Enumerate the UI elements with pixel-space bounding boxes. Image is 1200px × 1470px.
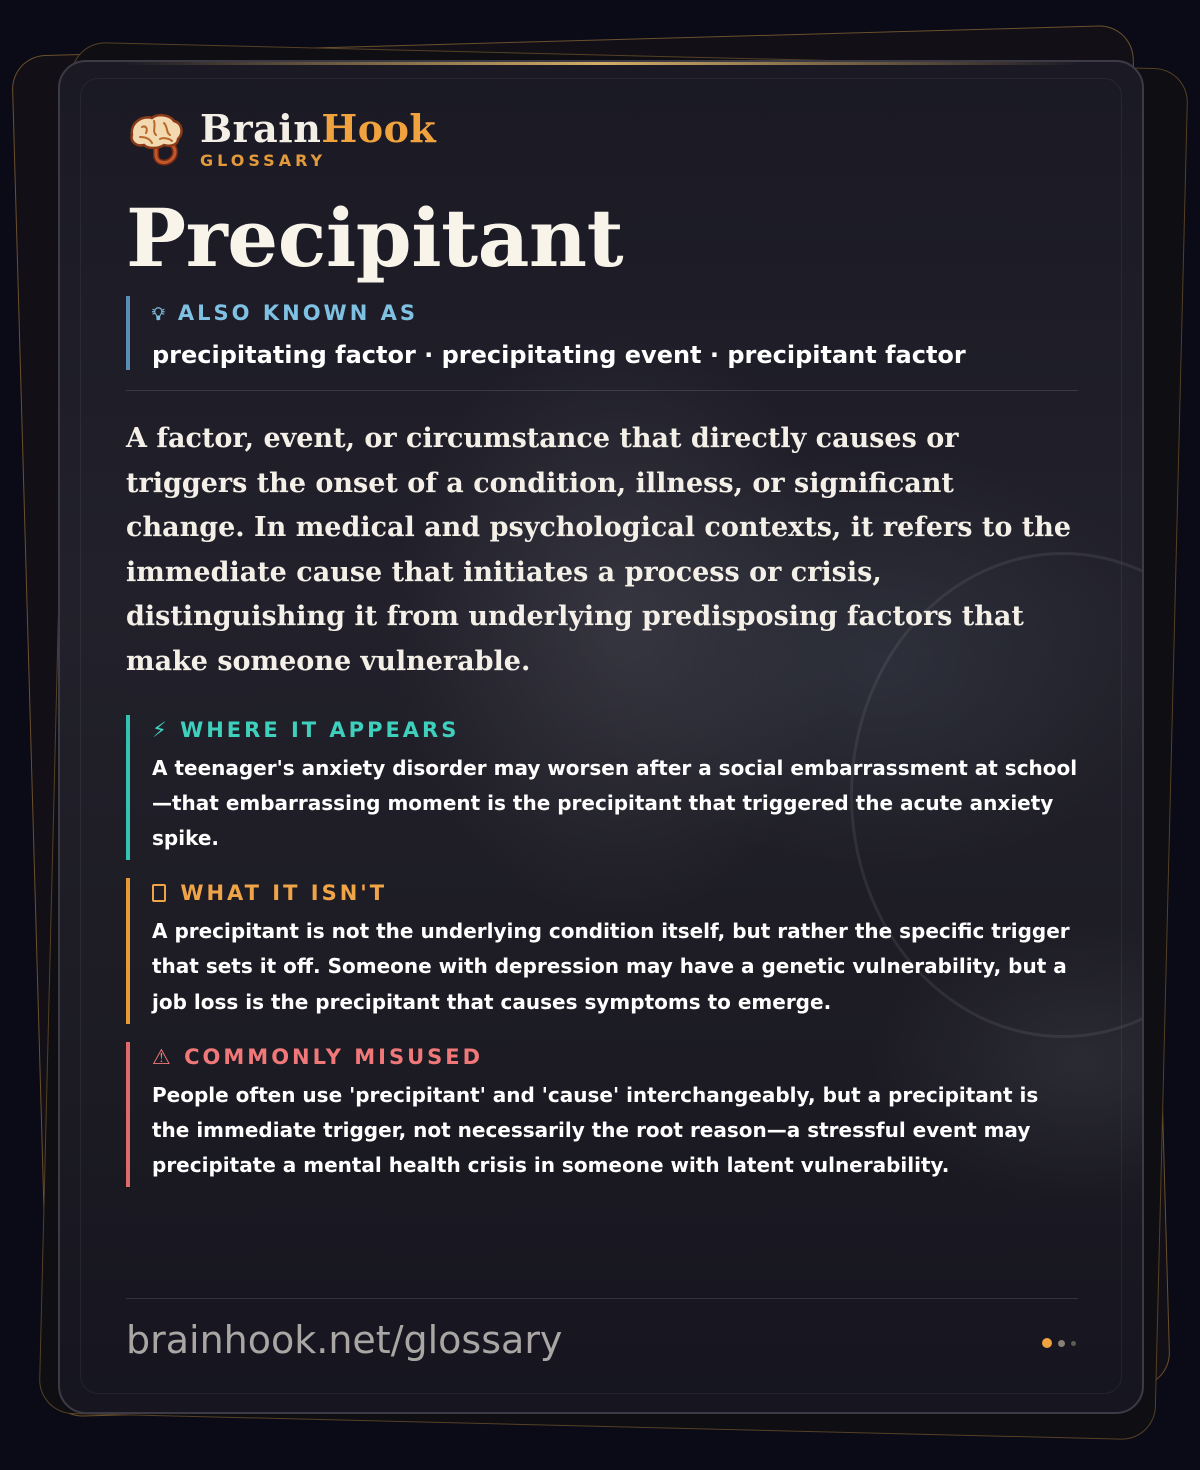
brain-hook-logo-icon [126, 109, 186, 169]
what-it-isnt-section [126, 878, 1078, 1024]
brand-text [200, 105, 437, 170]
where-it-appears-heading [152, 715, 1078, 745]
commonly-misused-section [126, 1042, 1078, 1188]
card-content [126, 106, 1078, 1187]
what-it-isnt-label: WHAT IT ISN'T [180, 881, 388, 906]
what-it-isnt-heading [152, 878, 1078, 908]
glossary-card [58, 60, 1144, 1414]
page-dot [1071, 1341, 1076, 1346]
brand-name-brain: Brain [200, 105, 322, 151]
where-it-appears-body: A teenager's anxiety disorder may worsen after a social embarrassment at school—that embarrassing moment is the precipitant that triggered the acute anxiety spike. [152, 755, 1078, 850]
commonly-misused-label: COMMONLY MISUSED [184, 1044, 484, 1069]
lightning-icon: ⚡︎ [152, 717, 170, 742]
brand-name-hook: Hook [321, 105, 437, 151]
also-known-as-label: ALSO KNOWN AS [177, 301, 418, 325]
page-indicator-dots [1042, 1338, 1076, 1348]
card-top-glow [120, 62, 1082, 65]
definition-text: A factor, event, or circumstance that directly causes or triggers the onset of a condition, illness, or significant change. In medical and psychological contexts, it refers to the immediate cause that initiates a process or crisis, distinguishing it from underlying predisposing factors that make someone vulnerable. [126, 423, 1072, 677]
footer-url-link[interactable]: brainhook.net/glossary [126, 1318, 563, 1362]
also-known-as-section [126, 296, 1078, 370]
what-it-isnt-body: A precipitant is not the underlying condition itself, but rather the specific trigger that sets it off. Someone with depression may have a genetic vulnerability, but a job loss is the precipitant that causes symptoms to emerge. [152, 919, 1070, 1014]
brand-name [200, 105, 437, 151]
page-dot [1058, 1340, 1065, 1347]
also-known-as-heading [152, 296, 1078, 330]
commonly-misused-heading [152, 1042, 1078, 1072]
synonyms-list: precipitating factor · precipitating event · precipitant factor [152, 341, 966, 369]
divider [126, 390, 1078, 391]
where-it-appears-label: WHERE IT APPEARS [180, 717, 460, 742]
footer-divider [126, 1298, 1078, 1299]
warning-icon: ⚠ [152, 1044, 174, 1069]
term-title: Precipitant [126, 191, 624, 285]
no-entry-icon [152, 884, 166, 902]
commonly-misused-body: People often use 'precipitant' and 'cause' interchangeably, but a precipitant is the immediate trigger, not necessarily the root reason—a stressful event may precipitate a mental health crisis in someone with latent vulnerability. [152, 1082, 1039, 1178]
lightbulb-icon: 💡︎ [152, 304, 168, 325]
page-dot-active [1042, 1338, 1052, 1348]
where-it-appears-section [126, 715, 1078, 861]
brand-subtitle: GLOSSARY [200, 150, 327, 170]
brand-header[interactable] [126, 106, 1078, 172]
